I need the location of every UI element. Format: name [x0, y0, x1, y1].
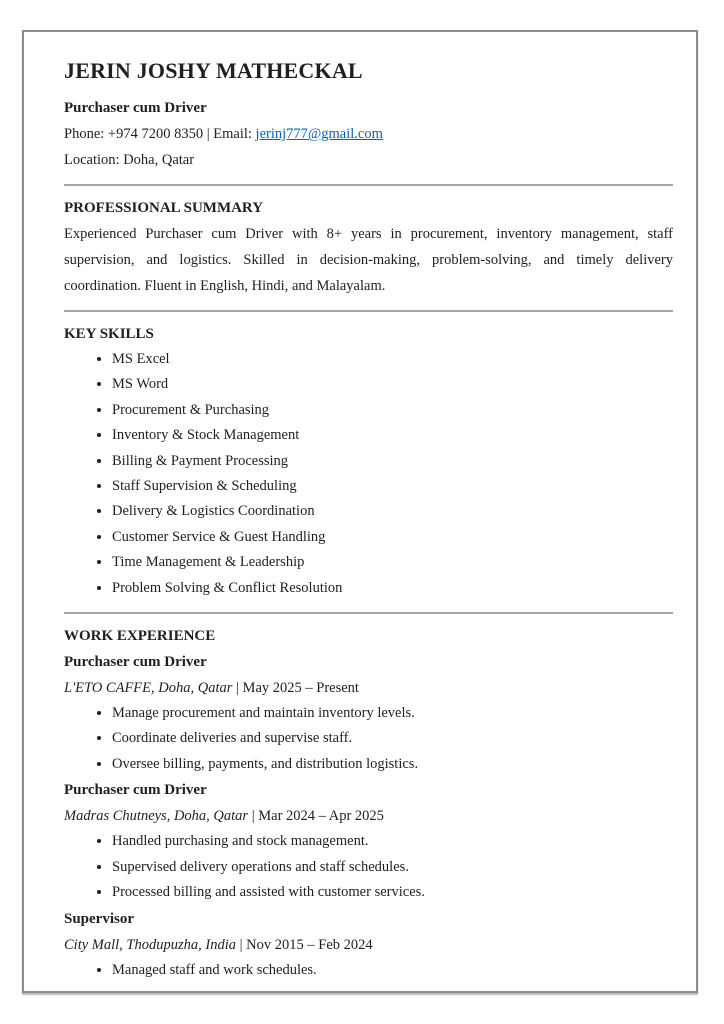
- job-company: L'ETO CAFFE, Doha, Qatar: [64, 680, 233, 697]
- skill-item: • Delivery & Logistics Coordination: [112, 499, 673, 524]
- job-bullet-item: • Managed staff and work schedules.: [112, 958, 673, 983]
- job-title: Purchaser cum Driver: [64, 782, 207, 799]
- job-company: Madras Chutneys, Doha, Qatar: [64, 808, 249, 825]
- section-divider: [64, 184, 673, 186]
- skill-item: • Billing & Payment Processing: [112, 449, 673, 474]
- job-meta-line: [64, 675, 673, 701]
- skill-item: • Problem Solving & Conflict Resolution: [112, 576, 673, 601]
- section-divider: [64, 612, 673, 614]
- job-dates: May 2025 – Present: [242, 680, 359, 697]
- job-entry: [64, 649, 673, 777]
- job-title: Supervisor: [64, 910, 135, 927]
- pipe-separator: |: [251, 808, 259, 825]
- job-bullet-item: • Oversee billing, payments, and distribution logistics.: [112, 752, 673, 777]
- job-bullet-item: • Coordinate deliveries and supervise staff.: [112, 726, 673, 751]
- skill-item: • Staff Supervision & Scheduling: [112, 474, 673, 499]
- section-divider: [64, 310, 673, 312]
- skill-item: • Customer Service & Guest Handling: [112, 525, 673, 550]
- skill-item: • MS Word: [112, 372, 673, 397]
- location-line: Location: Doha, Qatar: [64, 152, 195, 168]
- job-company: City Mall, Thodupuzha, India: [64, 936, 236, 953]
- pipe-separator: |: [239, 936, 247, 953]
- job-bullet-item: • Processed billing and assisted with customer services.: [112, 880, 673, 905]
- job-dates: Nov 2015 – Feb 2024: [246, 936, 373, 953]
- jobs: [64, 649, 673, 983]
- candidate-name: JERIN JOSHY MATHECKAL: [64, 58, 363, 83]
- experience-heading: WORK EXPERIENCE: [64, 628, 216, 645]
- resume-page: [22, 30, 698, 993]
- contact-line: [64, 121, 673, 147]
- summary-paragraph: Experienced Purchaser cum Driver with 8+ years in procurement, inventory management, staff supervision, and logistics. Skilled in decision-making, problem-solving, and timely delivery coordination. Fluent in English, Hindi, and Malayalam.: [64, 226, 673, 294]
- skills-heading: KEY SKILLS: [64, 326, 154, 342]
- skills-section: [64, 321, 673, 601]
- job-entry: [64, 777, 673, 905]
- job-meta-line: [64, 803, 673, 829]
- job-dates: Mar 2024 – Apr 2025: [258, 808, 384, 825]
- job-bullet-item: • Manage procurement and maintain inventory levels.: [112, 701, 673, 726]
- job-bullets: [64, 829, 673, 905]
- skill-item: • Procurement & Purchasing: [112, 398, 673, 423]
- skill-item: • MS Excel: [112, 347, 673, 372]
- job-meta-line: [64, 932, 673, 958]
- job-bullets: [64, 958, 673, 983]
- phone-text: Phone: +974 7200 8350: [64, 126, 204, 142]
- job-entry: [64, 906, 673, 983]
- pipe-separator: |: [206, 126, 210, 142]
- job-title: Purchaser cum Driver: [64, 654, 207, 671]
- experience-section: [64, 623, 673, 983]
- pipe-separator: |: [236, 680, 243, 697]
- candidate-headline: Purchaser cum Driver: [64, 100, 207, 116]
- email-link[interactable]: jerinj777@gmail.com: [255, 126, 383, 142]
- skills-list: [64, 347, 673, 601]
- job-bullets: [64, 701, 673, 777]
- skill-item: • Time Management & Leadership: [112, 550, 673, 575]
- job-bullet-item: • Handled purchasing and stock management.: [112, 829, 673, 854]
- job-bullet-item: • Supervised delivery operations and staff schedules.: [112, 855, 673, 880]
- skill-item: • Inventory & Stock Management: [112, 423, 673, 448]
- summary-section: [64, 195, 673, 299]
- summary-heading: PROFESSIONAL SUMMARY: [64, 200, 264, 216]
- email-label: Email:: [213, 126, 252, 142]
